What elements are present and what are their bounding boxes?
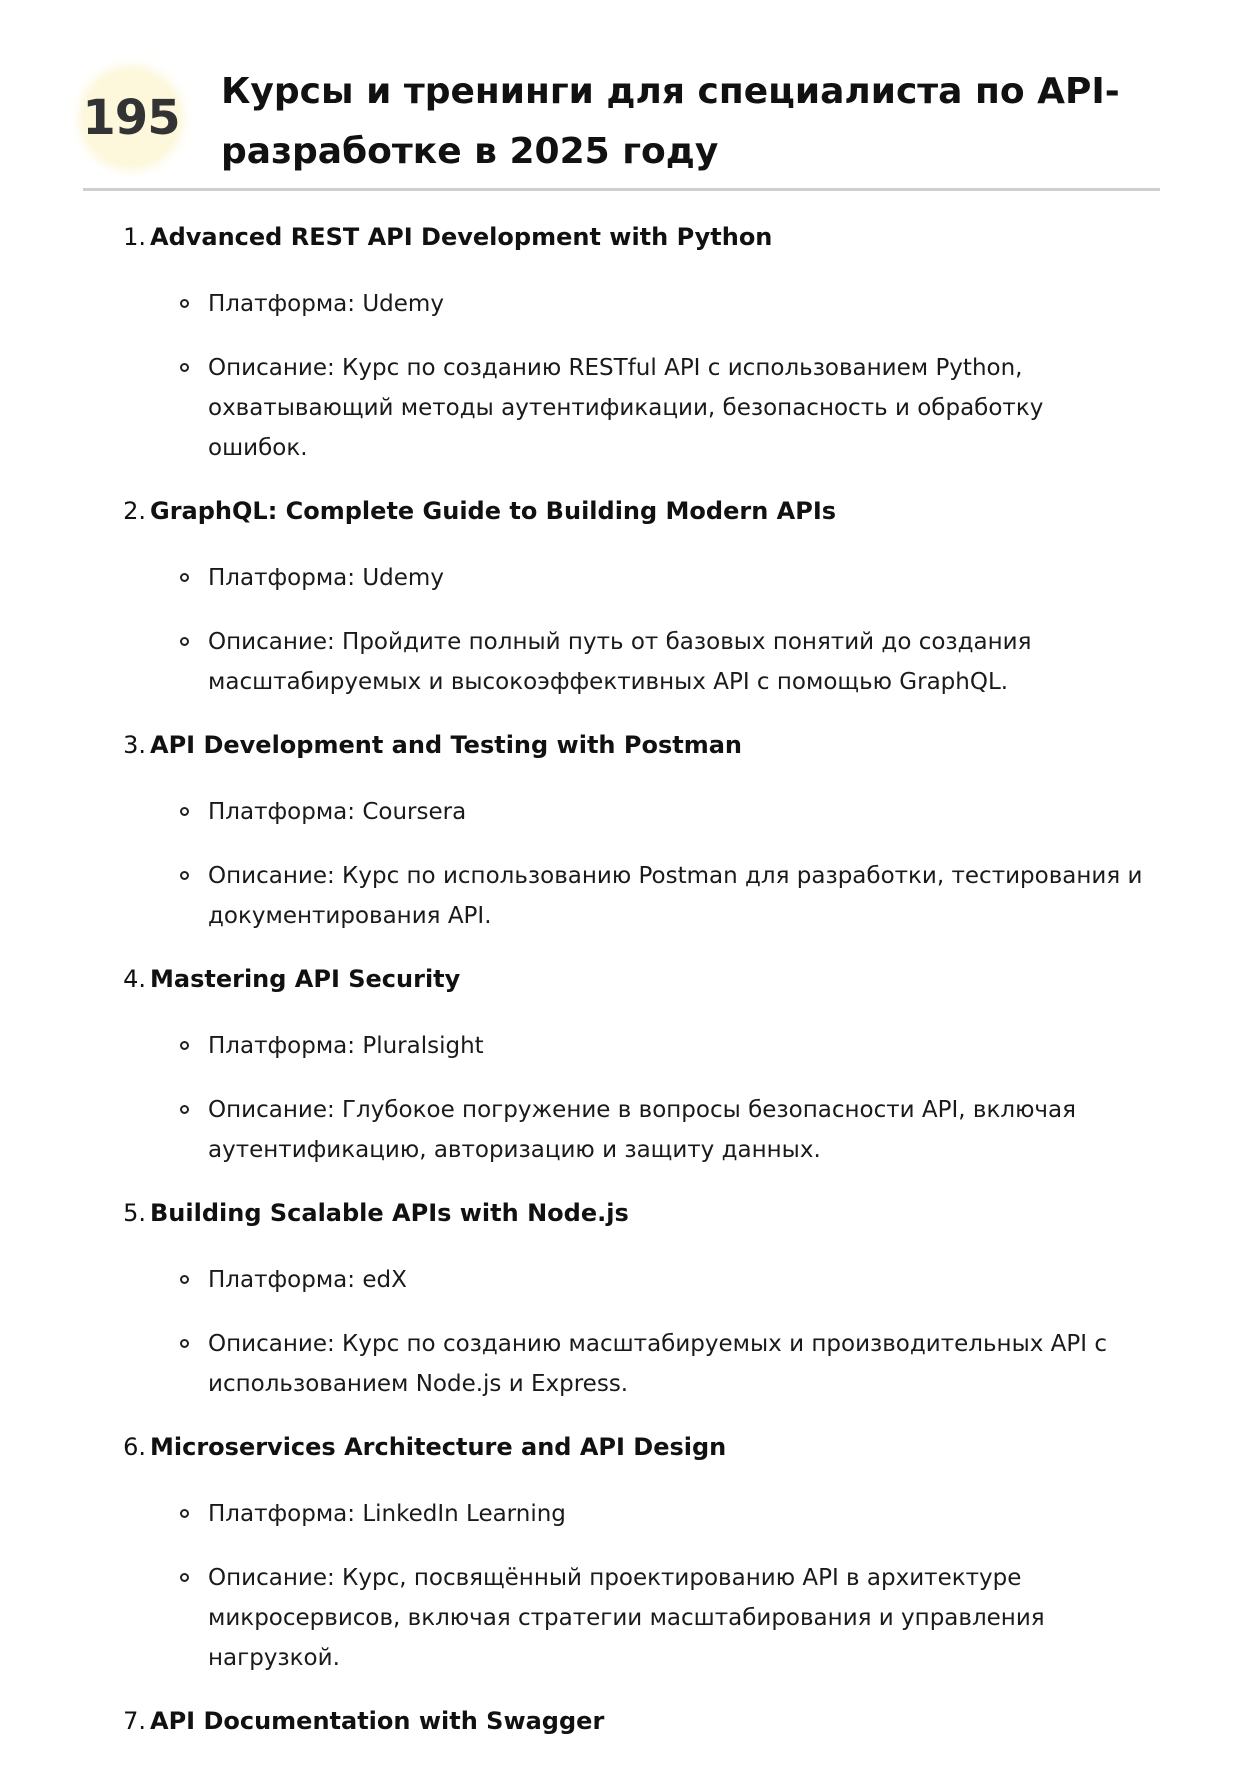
course-item	[118, 1704, 1158, 1738]
course-platform: Платформа: Udemy	[208, 558, 1148, 598]
course-number: 6.	[123, 1433, 146, 1461]
bullet-icon	[180, 363, 189, 372]
course-heading	[118, 962, 1158, 996]
course-title: API Documentation with Swagger	[150, 1707, 605, 1735]
course-title: GraphQL: Complete Guide to Building Modern APIs	[150, 497, 837, 525]
course-description: Описание: Пройдите полный путь от базовых понятий до создания масштабируемых и высокоэффективных API с помощью GraphQL.	[208, 622, 1148, 702]
course-platform: Платформа: Coursera	[208, 792, 1148, 832]
course-title: API Development and Testing with Postman	[150, 731, 742, 759]
course-description: Описание: Курс по созданию масштабируемых и производительных API с использованием Node.js и Express.	[208, 1324, 1148, 1404]
course-list	[118, 220, 1158, 1768]
course-details	[118, 1026, 1158, 1170]
course-description: Описание: Курс, посвящённый проектированию API в архитектуре микросервисов, включая стратегии масштабирования и управления нагрузкой.	[208, 1558, 1148, 1678]
course-heading	[118, 1430, 1158, 1464]
course-platform: Платформа: Udemy	[208, 284, 1148, 324]
course-item	[118, 728, 1158, 936]
course-number: 4.	[123, 965, 146, 993]
course-item	[118, 494, 1158, 702]
course-number: 1.	[123, 223, 146, 251]
bullet-icon	[180, 1041, 189, 1050]
course-details	[118, 1494, 1158, 1678]
course-description: Описание: Курс по созданию RESTful API с использованием Python, охватывающий методы аутентификации, безопасность и обработку ошибок.	[208, 348, 1148, 468]
bullet-icon	[180, 1509, 189, 1518]
course-number: 7.	[123, 1707, 146, 1735]
course-details	[118, 558, 1158, 702]
course-heading	[118, 494, 1158, 528]
bullet-icon	[180, 637, 189, 646]
course-details	[118, 1260, 1158, 1404]
bullet-icon	[180, 871, 189, 880]
bullet-icon	[180, 573, 189, 582]
course-heading	[118, 220, 1158, 254]
page-number-badge: 195	[83, 70, 179, 166]
course-platform: Платформа: Pluralsight	[208, 1026, 1148, 1066]
course-heading	[118, 1704, 1158, 1738]
course-description: Описание: Курс по использованию Postman для разработки, тестирования и документирования API.	[208, 856, 1148, 936]
course-title: Microservices Architecture and API Design	[150, 1433, 727, 1461]
bullet-icon	[180, 807, 189, 816]
bullet-icon	[180, 1339, 189, 1348]
page-header	[83, 58, 1160, 191]
course-heading	[118, 728, 1158, 762]
course-platform: Платформа: edX	[208, 1260, 1148, 1300]
course-title: Building Scalable APIs with Node.js	[150, 1199, 629, 1227]
course-item	[118, 1430, 1158, 1678]
course-number: 5.	[123, 1199, 146, 1227]
course-item	[118, 1196, 1158, 1404]
course-title: Advanced REST API Development with Python	[150, 223, 773, 251]
course-details	[118, 792, 1158, 936]
course-item	[118, 220, 1158, 468]
course-platform: Платформа: LinkedIn Learning	[208, 1494, 1148, 1534]
bullet-icon	[180, 299, 189, 308]
bullet-icon	[180, 1573, 189, 1582]
course-number: 2.	[123, 497, 146, 525]
course-item	[118, 962, 1158, 1170]
page-title: Курсы и тренинги для специалиста по API-разработке в 2025 году	[221, 71, 1120, 172]
course-description: Описание: Глубокое погружение в вопросы безопасности API, включая аутентификацию, авторизацию и защиту данных.	[208, 1090, 1148, 1170]
course-number: 3.	[123, 731, 146, 759]
course-details	[118, 284, 1158, 468]
course-title: Mastering API Security	[150, 965, 461, 993]
bullet-icon	[180, 1275, 189, 1284]
bullet-icon	[180, 1105, 189, 1114]
course-heading	[118, 1196, 1158, 1230]
